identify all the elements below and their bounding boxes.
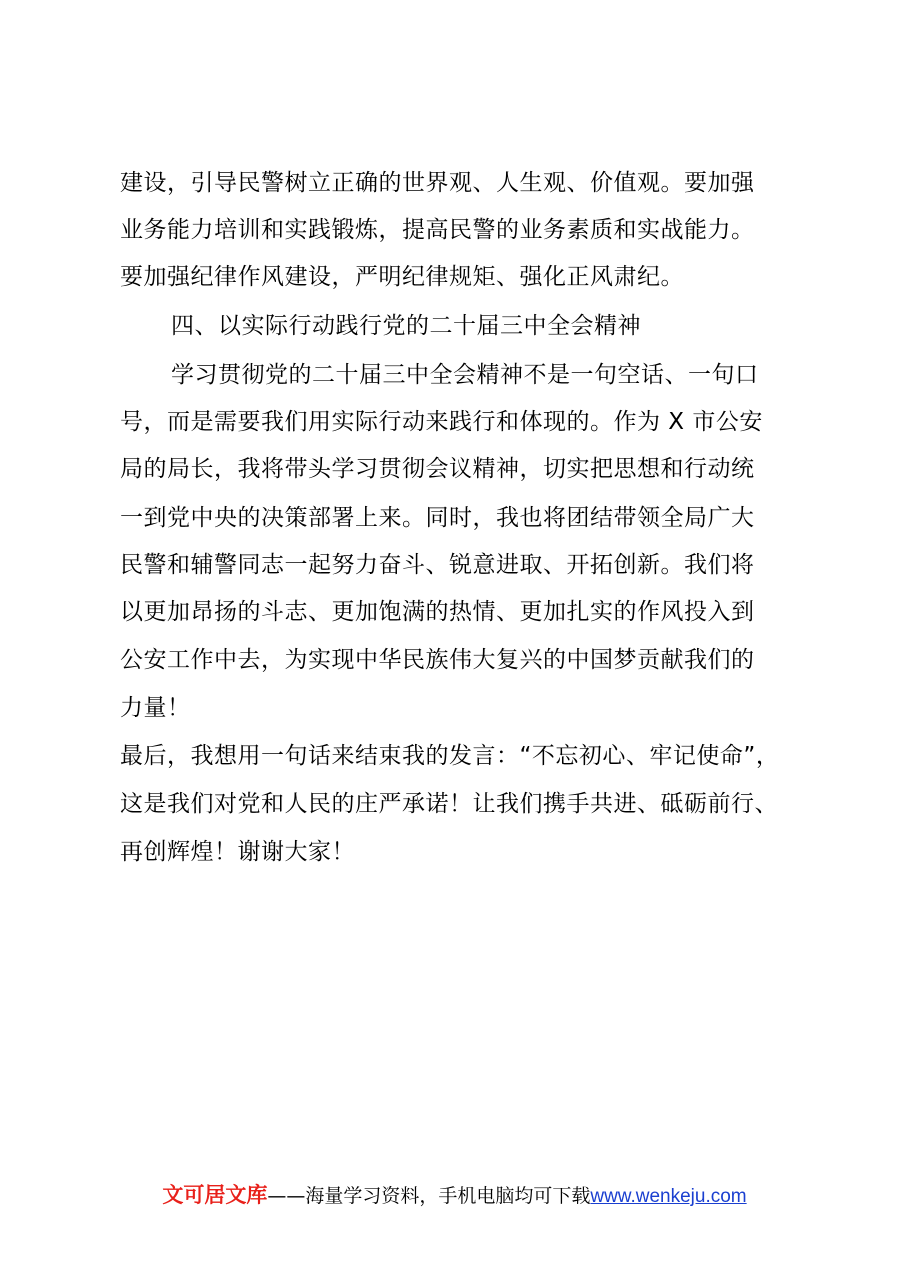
paragraph-line: 局的局长，我将带头学习贯彻会议精神，切实把思想和行动统: [120, 456, 755, 482]
footer: [0, 1182, 909, 1210]
paragraph-line: 一到党中央的决策部署上来。同时，我也将团结带领全局广大: [120, 505, 755, 531]
section-heading: 四、以实际行动践行党的二十届三中全会精神: [171, 313, 641, 339]
paragraph-line: 建设，引导民警树立正确的世界观、人生观、价值观。要加强: [120, 170, 755, 196]
paragraph-line: 业务能力培训和实践锻炼，提高民警的业务素质和实战能力。: [120, 217, 755, 243]
paragraph-line: 以更加昂扬的斗志、更加饱满的热情、更加扎实的作风投入到: [120, 599, 755, 625]
paragraph-line: 再创辉煌！谢谢大家！: [120, 839, 355, 865]
paragraph-line: 学习贯彻党的二十届三中全会精神不是一句空话、一句口: [171, 362, 759, 388]
paragraph-line: 号，而是需要我们用实际行动来践行和体现的。作为 X 市公安: [120, 409, 763, 435]
footer-brand: 文可居文库: [162, 1183, 268, 1207]
paragraph-line: 这是我们对党和人民的庄严承诺！让我们携手共进、砥砺前行、: [120, 791, 778, 817]
paragraph-line: 力量！: [120, 695, 191, 721]
paragraph-line: 最后，我想用一句话来结束我的发言：“不忘初心、牢记使命”，: [120, 743, 780, 769]
footer-tagline: ——海量学习资料，手机电脑均可下载: [267, 1185, 591, 1207]
footer-link[interactable]: www.wenkeju.com: [590, 1186, 747, 1207]
paragraph-line: 公安工作中去，为实现中华民族伟大复兴的中国梦贡献我们的: [120, 647, 755, 673]
paragraph-line: 要加强纪律作风建设，严明纪律规矩、强化正风肃纪。: [120, 264, 684, 290]
paragraph-line: 民警和辅警同志一起努力奋斗、锐意进取、开拓创新。我们将: [120, 552, 755, 578]
